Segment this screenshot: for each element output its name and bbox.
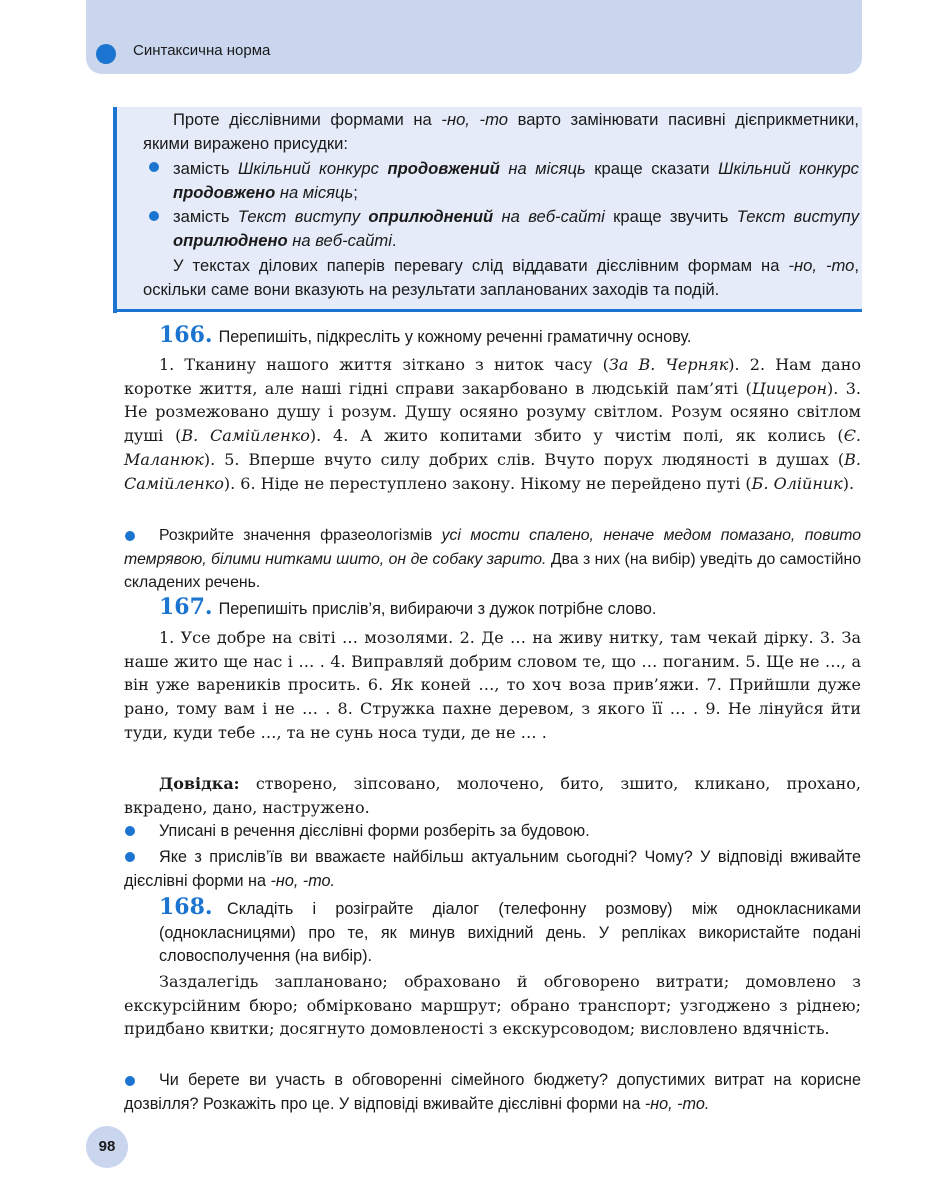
exercise-task: Перепишіть, підкресліть у кожному реченні граматичну основу.: [218, 328, 692, 346]
text-segment: 1. Тканину нашого життя зіткано з ниток часу (: [159, 355, 609, 374]
exercise-166-header: [159, 322, 691, 348]
rule-text-segment: , оскільки саме вони вказують на результати запланованих заходів та подій.: [143, 255, 860, 300]
bullet-icon: [149, 211, 159, 221]
exercise-168-task: [159, 898, 861, 969]
example-italic: на місяць: [499, 158, 586, 178]
question-text: [124, 846, 861, 893]
exercise-task: Складіть і розіграйте діалог (телефонну розмову) між однокласниками (однокласницями) про те, як минув вихідний день. У репліках використайте подані словосполучення (на вибір).: [159, 900, 861, 965]
exercise-text: 1. Усе добре на світі … мозолями. 2. Де … на живу нитку, там чекай дірку. 3. За наше жито ще нас і … . 4. Виправляй добрим словом те, що … поганим. 5. Ще не …, а він уже вареників просить. 6. Як коней …, то хоч воза прив’яжи. 7. Прийшли дуже рано, тому вам і не … . 8. Стружка пахне деревом, з якого її … . 9. Не лінуйся йти туди, куди тебе …, та не сунь носа туди, де не … .: [124, 628, 861, 742]
rule-paragraph-2: [143, 254, 859, 303]
rule-paragraph-1: [143, 108, 859, 157]
example-bold: продовжений: [387, 158, 500, 178]
rule-box-left-border: [113, 107, 117, 313]
reference-words: створено, зіпсовано, молочено, бито, зшито, кликано, прохано, вкрадено, дано, настружено.: [124, 774, 861, 817]
rule-text-segment: краще звучить: [604, 207, 737, 227]
exercise-166-question: [124, 524, 861, 595]
text-segment: ). 6. Ніде не переступлено закону. Нікому не перейдено путі (: [223, 473, 752, 493]
question-text: [124, 524, 861, 595]
text-segment: Два з них (на вибір) уведіть до самостійно складених речень.: [124, 550, 861, 591]
exercise-167-reference: [124, 772, 861, 819]
exercise-166-text: [124, 353, 861, 495]
text-segment: ). 5. Вперше вчуто силу добрих слів. Вчуто порух людяності в душах (: [203, 449, 845, 469]
idioms-italic: усі мости спалено, неначе медом помазано, повито темрявою, білими нитками шито, он де собаку зарито.: [124, 527, 861, 568]
example-italic: Шкільний конкурс: [718, 158, 859, 178]
example-italic: на веб-сайті: [493, 207, 605, 227]
rule-text: [143, 107, 859, 302]
example-italic: на місяць: [275, 182, 354, 202]
rule-text-segment: .: [391, 231, 397, 251]
example-bold: продовжено: [173, 182, 276, 202]
author-italic: Б. Олійник: [751, 473, 843, 493]
author-italic: Цицерон: [751, 378, 828, 398]
exercise-text: [124, 353, 861, 495]
question-text: [124, 1069, 861, 1116]
exercise-167-question-2: [124, 846, 861, 893]
exercise-167-question-1: [124, 820, 861, 844]
rule-bullet-1: [143, 157, 859, 206]
header-bullet-icon: [96, 44, 116, 64]
question-text: Уписані в речення дієслівні форми розберіть за будовою.: [159, 822, 590, 840]
rule-text-segment: варто замінювати пасивні дієприкметники, якими виражено присудки:: [143, 110, 859, 154]
text-segment: ). 4. А жито копитами збито у чистім полі, як колись (: [309, 426, 844, 446]
author-italic: В. Самійленко: [124, 449, 861, 493]
text-segment: Розкрийте значення фразеологізмів: [159, 527, 442, 544]
rule-text-segment: ;: [353, 182, 358, 202]
reference-label: Довідка:: [159, 774, 240, 793]
text-segment: Яке з прислів’їв ви вважаєте найбільш актуальним сьогодні? Чому? У відповіді вживайте дієслівні форми на: [124, 848, 861, 890]
text-segment: Чи берете ви участь в обговоренні сімейного бюджету? допустимих витрат на корисне дозвілля? Розкажіть про це. У відповіді вживайте дієслівні форми на: [124, 1071, 861, 1113]
example-italic: на веб-сайті: [287, 231, 392, 251]
exercise-168-text: [124, 970, 861, 1041]
rule-text-segment: Проте дієслівними формами на: [173, 110, 442, 129]
exercise-167-header: [159, 594, 656, 620]
author-italic: Є. Маланюк: [124, 426, 862, 469]
text-segment: ). 2. Нам дано коротке життя, але наші гідні справи закарбовано в людській пам’яті (: [124, 355, 861, 398]
example-italic: Шкільний конкурс: [238, 158, 388, 178]
example-italic: Текст виступу: [736, 207, 859, 227]
exercise-number: 168.: [159, 894, 213, 920]
rule-forms: -но, -то: [788, 255, 855, 275]
author-italic: За В. Черняк: [608, 355, 729, 374]
example-italic: Текст виступу: [237, 207, 369, 227]
author-italic: В. Самійленко: [181, 426, 310, 446]
rule-forms: -но, -то: [441, 110, 508, 129]
rule-bullet-2: [143, 205, 859, 254]
bullet-icon: [149, 162, 159, 172]
exercise-number: 167.: [159, 594, 213, 620]
forms-italic: -но, -то.: [270, 871, 336, 890]
rule-text-segment: краще сказати: [585, 158, 719, 178]
example-bold: оприлюднено: [173, 231, 288, 251]
rule-box-bottom-border: [113, 309, 862, 312]
rule-box: [113, 107, 862, 311]
exercise-number: 166.: [159, 322, 213, 348]
text-segment: ).: [842, 473, 855, 493]
page-number: 98: [86, 1126, 128, 1168]
chapter-header: [86, 0, 862, 74]
exercise-167-text: [124, 626, 861, 745]
exercise-task: Перепишіть прислів’я, вибираючи з дужок потрібне слово.: [218, 600, 657, 618]
rule-text-segment: замість: [173, 158, 239, 178]
rule-text-segment: У текстах ділових паперів перевагу слід віддавати дієслівним формам на: [173, 255, 789, 275]
exercise-168-question: [124, 1069, 861, 1116]
reference-text: [124, 772, 861, 819]
exercise-text: Заздалегідь заплановано; обраховано й обговорено витрати; домовлено з екскурсійним бюро; обмірковано маршрут; обрано транспорт; узгоджено з ріднею; придбано квитки; досягнуто домовленості з екскурсоводом; висловлено вдячність.: [124, 972, 861, 1039]
chapter-title: Синтаксична норма: [133, 42, 271, 59]
forms-italic: -но, -то.: [644, 1094, 710, 1113]
rule-text-segment: замість: [173, 207, 238, 227]
example-bold: оприлюднений: [368, 207, 494, 227]
text-segment: ). 3. Не розмежовано душу і розум. Душу осяяно розуму світлом. Розум осяяно світлом душі (: [124, 378, 861, 446]
